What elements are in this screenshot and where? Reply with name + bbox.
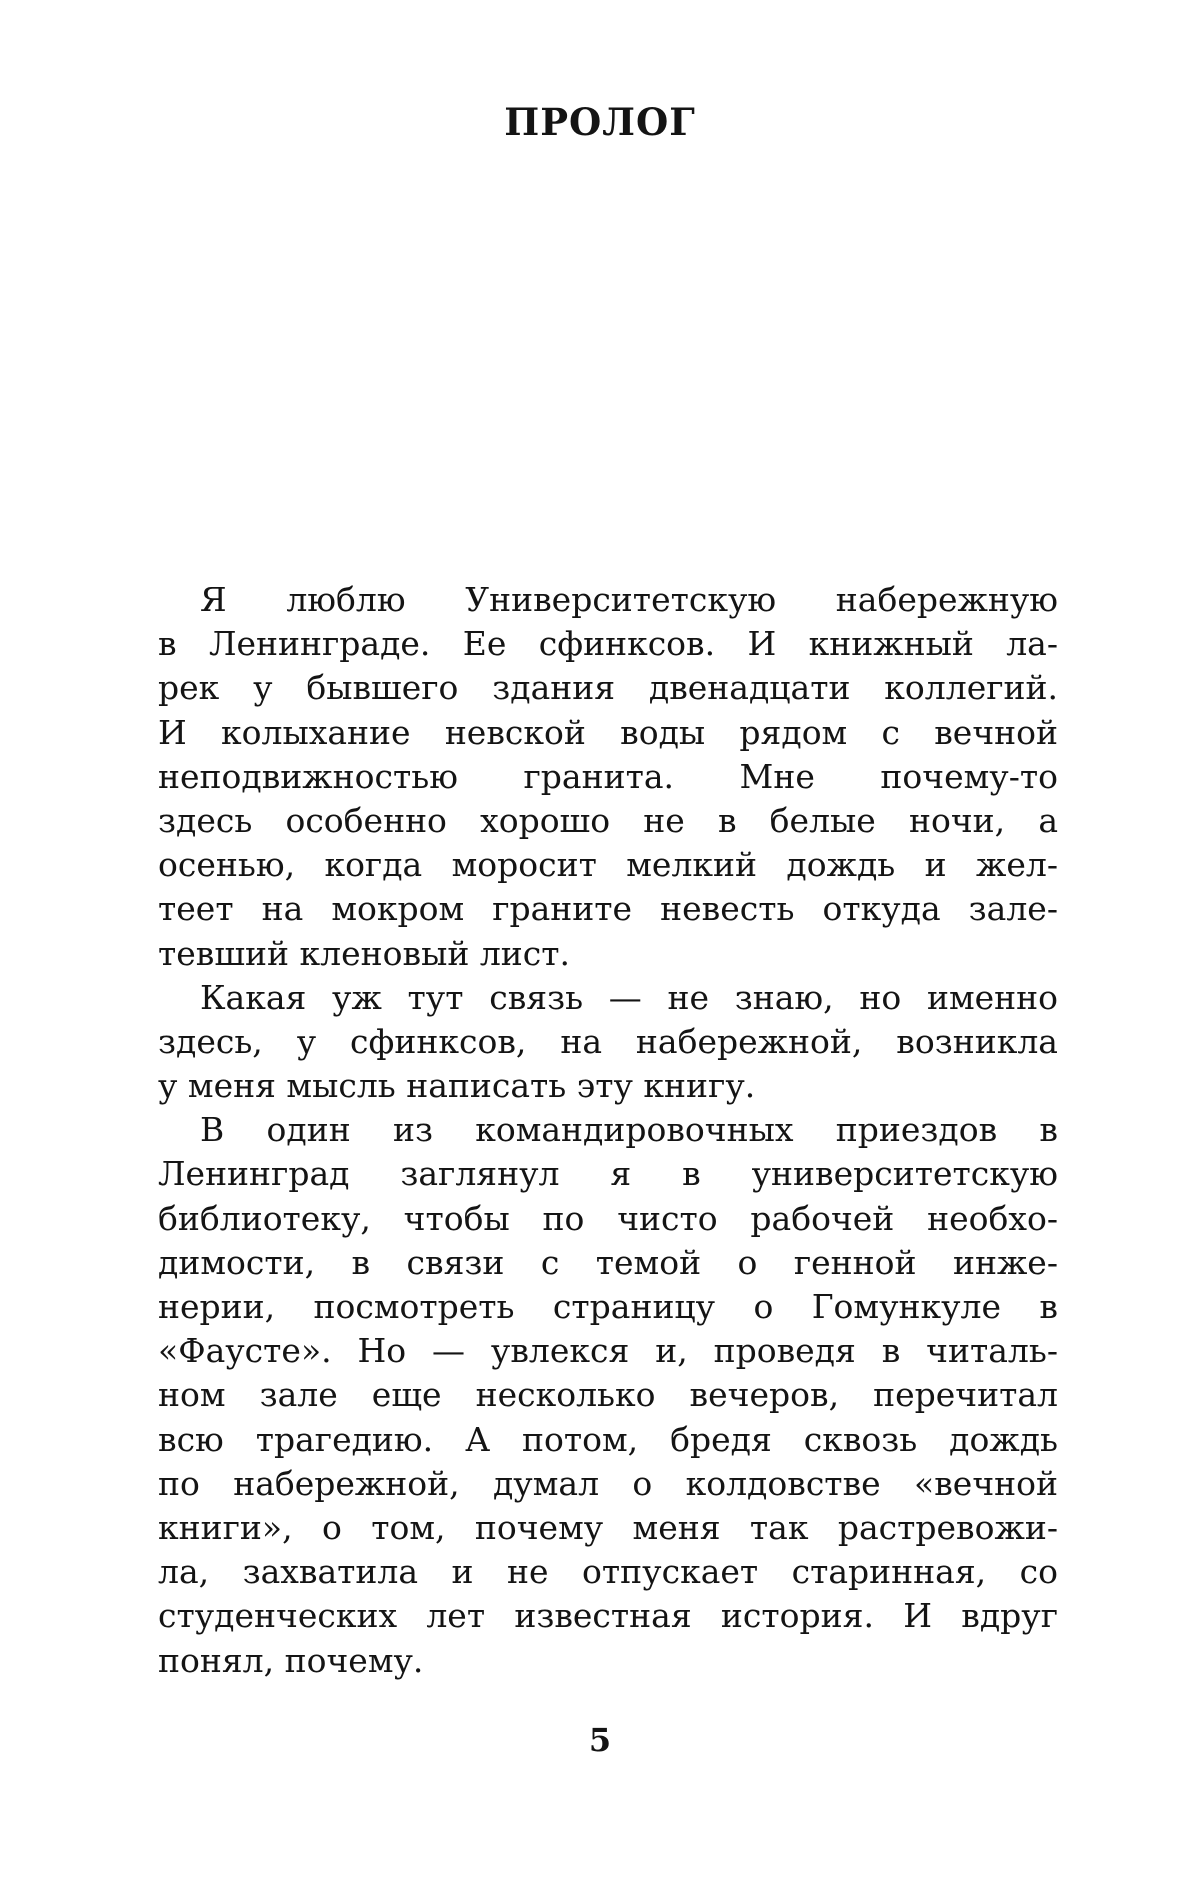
text-line: здесь, у сфинксов, на набережной, возникла: [158, 1021, 1058, 1061]
text-line: И колыхание невской воды рядом с вечной: [158, 712, 1058, 752]
text-line: осенью, когда моросит мелкий дождь и жел-: [158, 845, 1058, 885]
text-line: тевший кленовый лист.: [158, 933, 571, 973]
text-line: неподвижностью гранита. Мне почему-то: [158, 756, 1058, 796]
text-line: всю трагедию. А потом, бредя сквозь дождь: [158, 1419, 1058, 1459]
chapter-title: ПРОЛОГ: [504, 100, 696, 144]
text-line: по набережной, думал о колдовстве «вечной: [158, 1463, 1058, 1503]
text-line: библиотеку, чтобы по чисто рабочей необхо-: [158, 1198, 1058, 1238]
text-line: нерии, посмотреть страницу о Гомункуле в: [158, 1287, 1058, 1326]
text-line: книги», о том, почему меня так растревожи-: [158, 1507, 1058, 1547]
text-line: Какая уж тут связь — не знаю, но именно: [200, 977, 1058, 1017]
paragraph: [158, 1108, 1058, 1682]
text-line: «Фаусте». Но — увлекся и, проведя в читаль-: [158, 1331, 1058, 1371]
text-line: теет на мокром граните невесть откуда зале-: [158, 889, 1058, 929]
text-line: Я люблю Университетскую набережную: [200, 580, 1058, 619]
text-line: ла, захватила и не отпускает старинная, со: [158, 1552, 1058, 1592]
paragraph: [158, 976, 1058, 1109]
text-line: Ленинград заглянул я в университетскую: [158, 1154, 1058, 1194]
text-line: димости, в связи с темой о генной инже-: [158, 1242, 1058, 1282]
text-line: рек у бывшего здания двенадцати коллегий.: [158, 668, 1058, 708]
text-line: у меня мысль написать эту книгу.: [158, 1066, 756, 1106]
text-line: В один из командировочных приездов в: [200, 1110, 1058, 1150]
text-line: здесь особенно хорошо не в белые ночи, а: [158, 800, 1058, 840]
text-line: понял, почему.: [158, 1640, 424, 1680]
paragraph: [158, 578, 1058, 976]
text-line: в Ленинграде. Ее сфинксов. И книжный ла-: [158, 624, 1058, 664]
page-number: 5: [588, 1721, 612, 1759]
prologue-text: [158, 578, 1058, 1683]
text-line: ном зале еще несколько вечеров, перечитал: [158, 1375, 1058, 1415]
text-line: студенческих лет известная история. И вдруг: [158, 1596, 1058, 1636]
